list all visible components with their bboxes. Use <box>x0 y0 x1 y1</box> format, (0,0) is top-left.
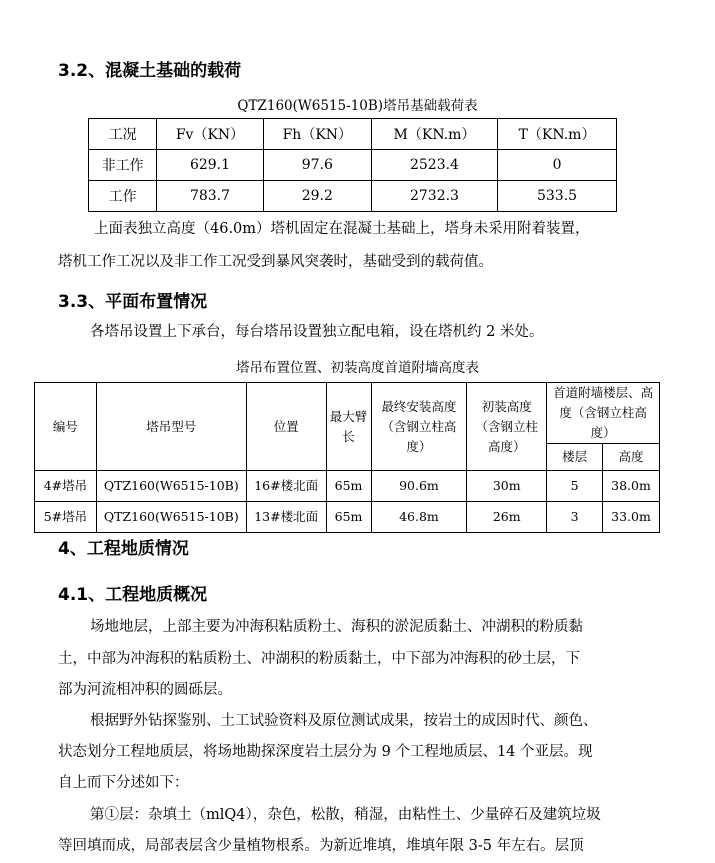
table-cell: 4#塔吊 <box>35 471 97 502</box>
table-cell: 65m <box>326 471 371 502</box>
table2-caption: 塔吊布置位置、初装高度首道附墙高度表 <box>236 360 479 376</box>
paragraph-line: 各塔吊设置上下承台，每台塔吊设置独立配电箱，设在塔机约 2 米处。 <box>90 324 544 340</box>
table-header-row <box>35 383 660 444</box>
table-cell: 90.6m <box>371 471 467 502</box>
table-cell: 29.2 <box>263 181 371 212</box>
header-cell: 高度 <box>603 444 660 471</box>
table-cell: 65m <box>326 502 371 533</box>
header-cell: 工况 <box>89 119 157 150</box>
paragraph-line: 上面表独立高度（46.0m）塔机固定在混凝土基础上，塔身未采用附着装置， <box>94 221 590 237</box>
header-cell: Fh（KN） <box>263 119 371 150</box>
table-cell: QTZ160(W6515-10B) <box>96 471 246 502</box>
paragraph-line: 场地地层，上部主要为冲海积粘质粉土、海积的淤泥质黏土、冲湖积的粉质黏 <box>90 619 583 635</box>
table-cell: 783.7 <box>157 181 264 212</box>
table-cell: 30m <box>467 471 547 502</box>
table-cell: 38.0m <box>603 471 660 502</box>
table-header-row <box>89 119 617 150</box>
table-cell: 97.6 <box>263 150 371 181</box>
table-cell: 0 <box>498 150 617 181</box>
header-cell: 位置 <box>246 383 326 471</box>
tower-crane-layout-table <box>34 382 660 533</box>
table-cell: 533.5 <box>498 181 617 212</box>
table-cell: 16#楼北面 <box>246 471 326 502</box>
paragraph-line: 第①层：杂填土（mlQ4），杂色，松散，稍湿，由粘性土、少量碎石及建筑垃圾 <box>90 807 601 823</box>
paragraph-line: 塔机工作工况以及非工作工况受到暴风突袭时，基础受到的载荷值。 <box>58 254 493 270</box>
table-cell: 工作 <box>89 181 157 212</box>
table-cell: 26m <box>467 502 547 533</box>
section-3-2-heading: 3.2、混凝土基础的载荷 <box>58 61 242 81</box>
table-cell: 2523.4 <box>371 150 497 181</box>
header-cell: T（KN.m） <box>498 119 617 150</box>
table-cell: 5 <box>547 471 603 502</box>
header-cell: 最终安装高度（含钢立柱高度） <box>371 383 467 471</box>
header-cell: 编号 <box>35 383 97 471</box>
header-cell: 首道附墙楼层、高度（含钢立柱高度） <box>547 383 660 444</box>
table-cell: 33.0m <box>603 502 660 533</box>
table-row <box>35 502 660 533</box>
header-cell: 楼层 <box>547 444 603 471</box>
load-table <box>88 118 617 212</box>
table-row <box>89 181 617 212</box>
paragraph-line: 自上而下分述如下： <box>58 775 189 791</box>
header-cell: 最大臂长 <box>326 383 371 471</box>
table-cell: 13#楼北面 <box>246 502 326 533</box>
paragraph-line: 土，中部为冲海积的粘质粉土、冲湖积的粉质黏土，中下部为冲海积的砂土层，下 <box>58 651 580 667</box>
header-cell: 初装高度（含钢立柱高度） <box>467 383 547 471</box>
paragraph-line: 部为河流相冲积的圆砾层。 <box>58 682 232 698</box>
table-cell: 3 <box>547 502 603 533</box>
section-4-1-heading: 4.1、工程地质概况 <box>58 585 208 605</box>
paragraph-line: 等回填而成，局部表层含少量植物根系。为新近堆填，堆填年限 3-5 年左右。层顶 <box>58 838 584 854</box>
header-cell: 塔吊型号 <box>96 383 246 471</box>
section-3-3-heading: 3.3、平面布置情况 <box>58 292 208 312</box>
paragraph-line: 状态划分工程地质层，将场地勘探深度岩土层分为 9 个工程地质层、14 个亚层。现 <box>58 744 593 760</box>
table-row <box>35 471 660 502</box>
paragraph-line: 根据野外钻探鉴别、土工试验资料及原位测试成果，按岩土的成因时代、颜色、 <box>90 713 598 729</box>
table-cell: QTZ160(W6515-10B) <box>96 502 246 533</box>
header-cell: Fv（KN） <box>157 119 264 150</box>
table-cell: 46.8m <box>371 502 467 533</box>
table-cell: 629.1 <box>157 150 264 181</box>
table-cell: 5#塔吊 <box>35 502 97 533</box>
table-row <box>89 150 617 181</box>
section-4-heading: 4、工程地质情况 <box>58 539 189 559</box>
table-cell: 非工作 <box>89 150 157 181</box>
header-cell: M（KN.m） <box>371 119 497 150</box>
table-cell: 2732.3 <box>371 181 497 212</box>
table1-caption: QTZ160(W6515-10B)塔吊基础载荷表 <box>237 98 478 114</box>
